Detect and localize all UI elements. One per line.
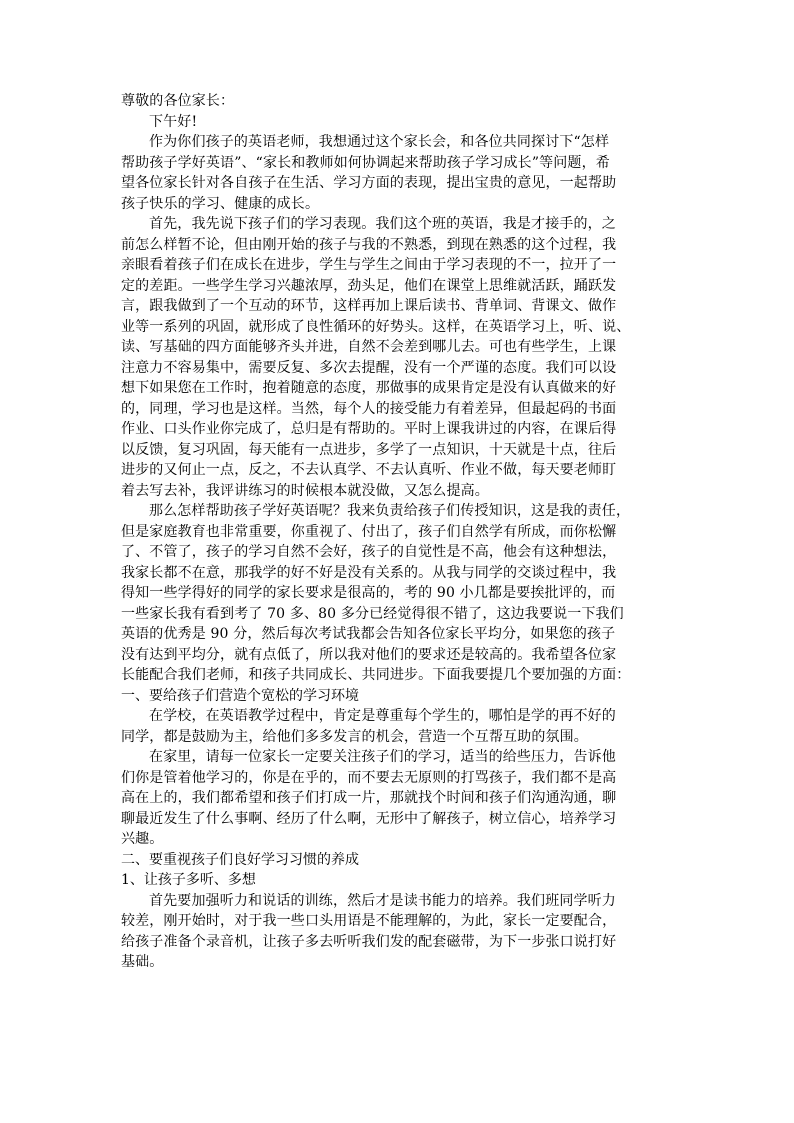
text-line: 基础。 bbox=[121, 954, 164, 970]
salutation: 尊敬的各位家长： bbox=[121, 93, 235, 109]
text-line: 帮助孩子学好英语”、“家长和教师如何协调起来帮助孩子学习成长”等问题，希 bbox=[121, 154, 610, 171]
text-line: 我家长都不在意，那我学的好不好是没有关系的。从我与同学的交谈过程中，我 bbox=[121, 564, 617, 581]
text-line: 的，同理，学习也是这样。当然，每个人的接受能力有着差异，但最起码的书面 bbox=[121, 400, 617, 417]
text-line: 前怎么样暂不论，但由刚开始的孩子与我的不熟悉，到现在熟悉的这个过程，我 bbox=[121, 236, 617, 253]
text-line: 着去写去补，我评讲练习的时候根本就没做，又怎么提高。 bbox=[121, 482, 489, 499]
text-line: 没有达到平均分，就有点低了，所以我对他们的要求还是较高的。我希望各位家 bbox=[121, 646, 617, 663]
text-line: 定的差距。一些学生学习兴趣浓厚，劲头足，他们在课堂上思维就活跃，踊跃发 bbox=[121, 277, 617, 294]
text-line: 以反馈，复习巩固，每天能有一点进步，多学了一点知识，十天就是十点，往后 bbox=[121, 441, 617, 458]
text-line: 了、不管了，孩子的学习自然不会好，孩子的自觉性是不高，他会有这种想法， bbox=[121, 544, 617, 560]
text-line: 孩子快乐的学习、健康的成长。 bbox=[121, 195, 320, 212]
greeting: 下午好! bbox=[149, 113, 198, 130]
text-line: 在家里，请每一位家长一定要关注孩子们的学习，适当的给些压力，告诉他 bbox=[149, 749, 616, 765]
text-line: 高在上的，我们都希望和孩子们打成一片，那就找个时间和孩子们沟通沟通，聊 bbox=[121, 790, 617, 806]
text-line: 注意力不容易集中，需要反复、多次去提醒，没有一个严谨的态度。我们可以设 bbox=[121, 359, 617, 376]
text-line: 在学校，在英语教学过程中，肯定是尊重每个学生的，哪怕是学的再不好的 bbox=[149, 708, 616, 724]
text-line: 业等一系列的巩固，就形成了良性循环的好势头。这样，在英语学习上，听、说、 bbox=[121, 318, 631, 335]
text-line: 较差，刚开始时，对于我一些口头用语是不能理解的，为此，家长一定要配合， bbox=[121, 913, 617, 929]
text-line: 想下如果您在工作时，抱着随意的态度，那做事的成果肯定是没有认真做来的好 bbox=[121, 380, 617, 396]
section-heading: 二、要重视孩子们良好学习习惯的养成 bbox=[121, 851, 359, 868]
text-line: 得知一些学得好的同学的家长要求是很高的，考的 90 小几都是要挨批评的，而 bbox=[121, 585, 616, 601]
text-line: 们你是管着他学习的，你是在乎的，而不要去无原则的打骂孩子，我们都不是高 bbox=[121, 769, 617, 786]
document-body bbox=[121, 91, 674, 973]
text-line: 聊最近发生了什么事啊、经历了什么啊，无形中了解孩子，树立信心，培养学习 bbox=[121, 810, 617, 827]
text-line: 言，跟我做到了一个互动的环节，这样再加上课后读书、背单词、背课文、做作 bbox=[121, 298, 617, 314]
text-line: 首先要加强听力和说话的训练，然后才是读书能力的培养。我们班同学听力 bbox=[149, 892, 616, 909]
text-line: 兴趣。 bbox=[121, 831, 164, 847]
text-line: 同学，都是鼓励为主，给他们多多发言的机会，营造一个互帮互助的氛围。 bbox=[121, 728, 588, 745]
text-line: 进步的又何止一点，反之，不去认真学、不去认真听、作业不做，每天要老师盯 bbox=[121, 462, 617, 478]
text-line: 一些家长我有看到考了 70 多、80 多分已经觉得很不错了，这边我要说一下我们 bbox=[121, 605, 624, 622]
text-line: 长能配合我们老师，和孩子共同成长、共同进步。下面我要提几个要加强的方面： bbox=[121, 667, 631, 683]
text-line: 首先，我先说下孩子们的学习表现。我们这个班的英语，我是才接手的，之 bbox=[149, 216, 616, 232]
section-heading: 一、要给孩子们营造个宽松的学习环境 bbox=[121, 687, 359, 704]
text-line: 读、写基础的四方面能够齐头并进，自然不会差到哪儿去。可也有些学生，上课 bbox=[121, 339, 617, 355]
subsection-heading: 1、让孩子多听、多想 bbox=[121, 872, 256, 888]
text-line: 作为你们孩子的英语老师，我想通过这个家长会，和各位共同探讨下“怎样 bbox=[149, 134, 610, 150]
text-line: 亲眼看着孩子们在成长在进步，学生与学生之间由于学习表现的不一，拉开了一 bbox=[121, 257, 617, 273]
text-line: 英语的优秀是 90 分，然后每次考试我都会告知各位家长平均分，如果您的孩子 bbox=[121, 626, 616, 642]
text-line: 望各位家长针对各自孩子在生活、学习方面的表现，提出宝贵的意见，一起帮助 bbox=[121, 175, 617, 191]
text-line: 但是家庭教育也非常重要，你重视了、付出了，孩子们自然学有所成，而你松懈 bbox=[121, 523, 617, 540]
text-line: 给孩子准备个录音机，让孩子多去听听我们发的配套磁带，为下一步张口说打好 bbox=[121, 933, 617, 950]
text-line: 作业、口头作业你完成了，总归是有帮助的。平时上课我讲过的内容，在课后得 bbox=[121, 421, 617, 437]
text-line: 那么怎样帮助孩子学好英语呢？我来负责给孩子们传授知识，这是我的责任， bbox=[149, 503, 631, 519]
